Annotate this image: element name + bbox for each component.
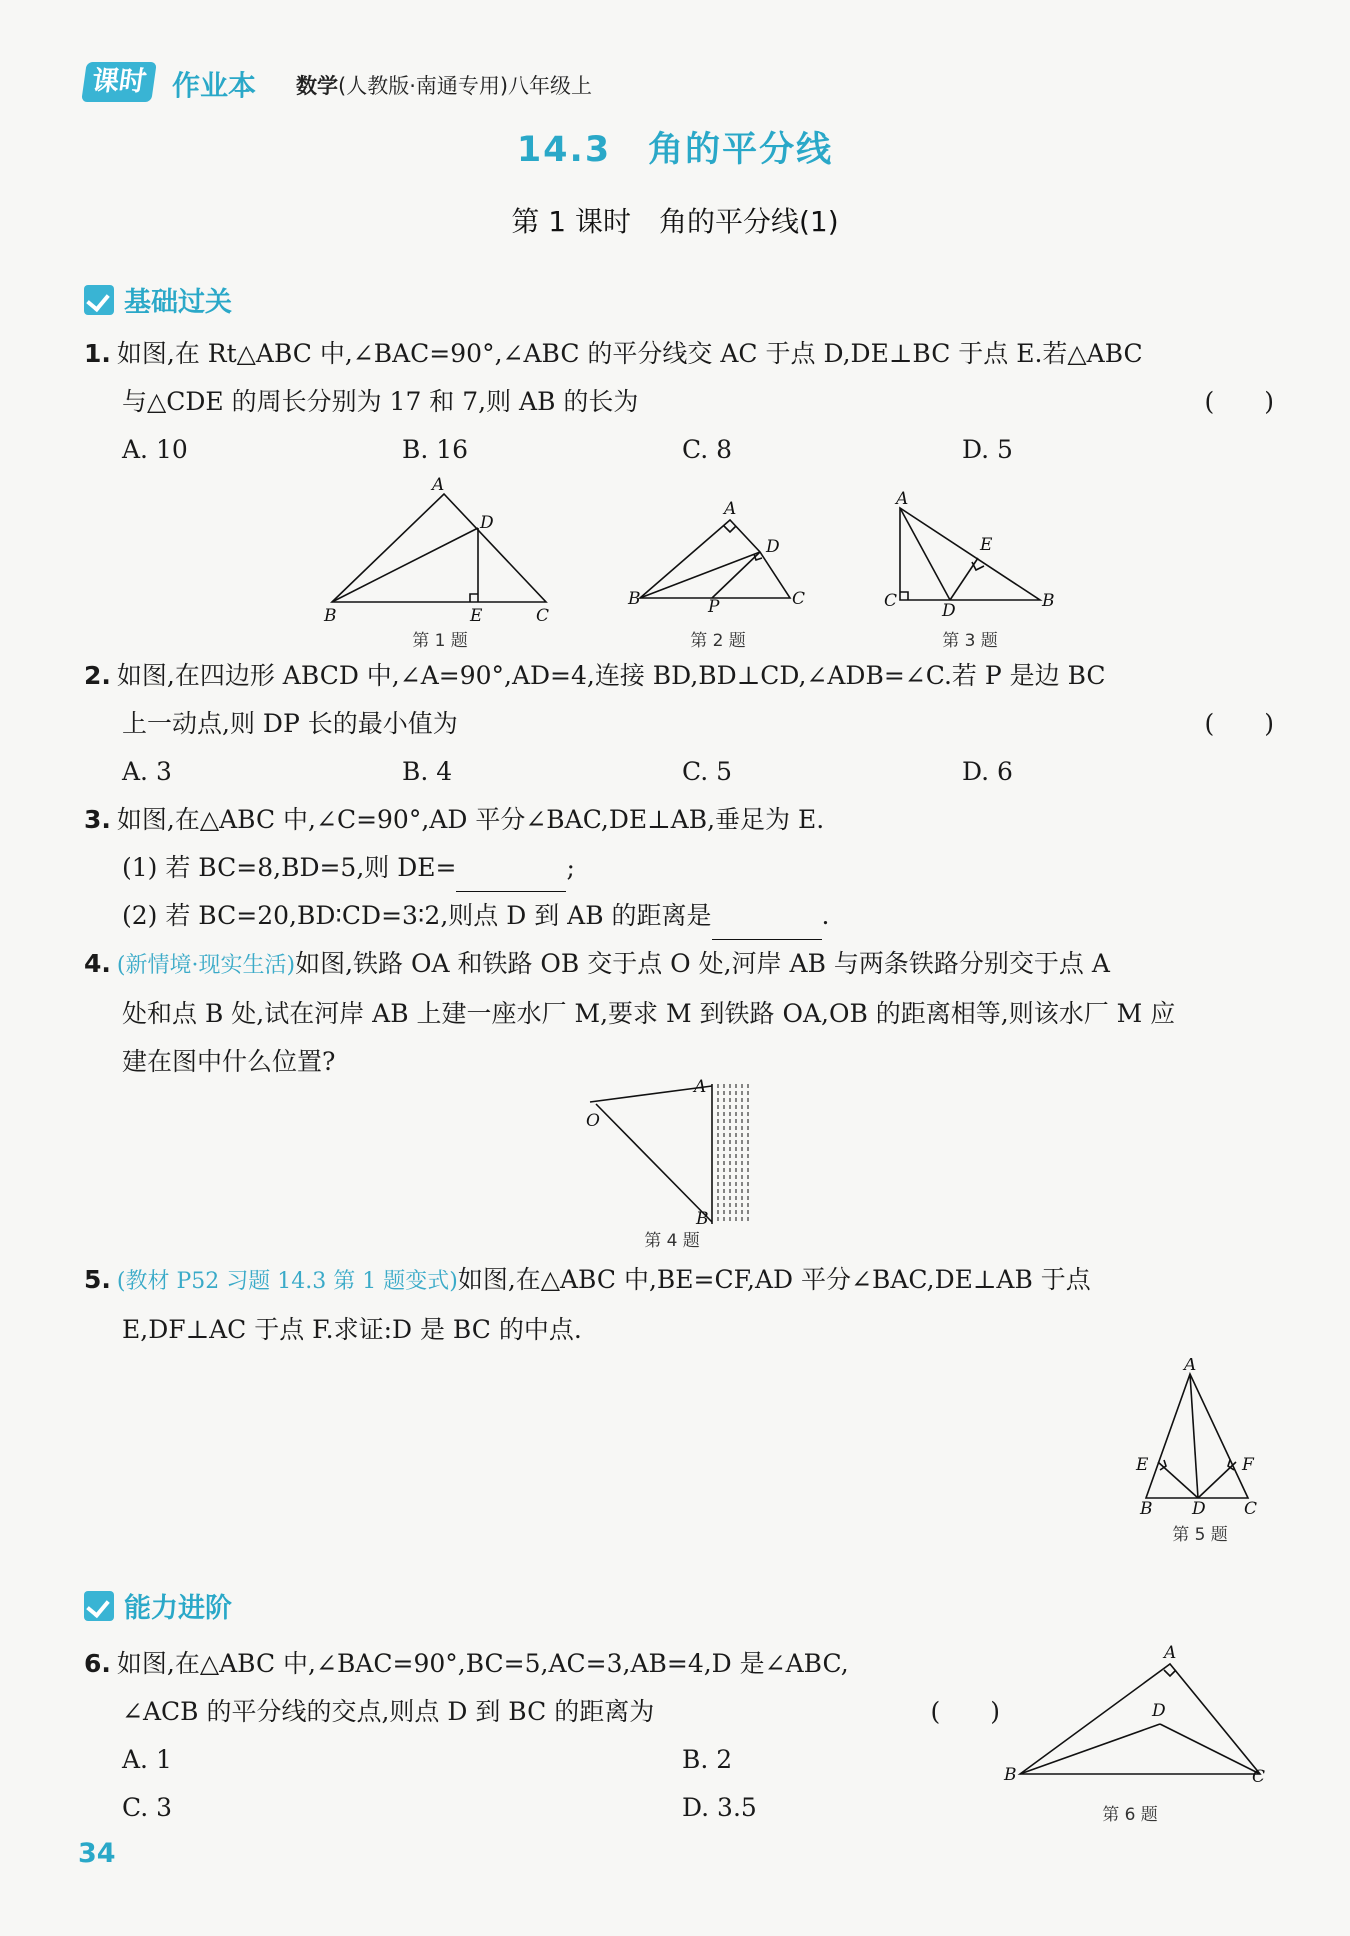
svg-text:D: D: [1192, 1499, 1206, 1518]
svg-text:C: C: [884, 591, 898, 611]
option-d: D. 3.5: [682, 1793, 757, 1822]
punctuation: ;: [566, 853, 575, 882]
svg-text:B: B: [628, 589, 641, 609]
answer-paren: ( ): [930, 1697, 1000, 1726]
figure-1: [320, 476, 560, 636]
svg-text:P: P: [708, 597, 720, 617]
question-text: ∠ACB 的平分线的交点,则点 D 到 BC 的距离为: [122, 1697, 655, 1726]
subject: 数学: [296, 74, 338, 98]
section-badge-basic: [84, 280, 232, 319]
question-1: [84, 330, 1274, 474]
figure-6-caption: 第 6 题: [1102, 1805, 1158, 1825]
section-badge-label: 能力进阶: [124, 1593, 232, 1624]
svg-text:A: A: [1184, 1358, 1197, 1375]
question-text: 如图,在四边形 ABCD 中,∠A=90°,AD=4,连接 BD,BD⊥CD,∠ADB=∠C.若 P 是边 BC: [116, 661, 1106, 690]
section-badge-label: 基础过关: [124, 287, 232, 318]
svg-text:E: E: [980, 535, 993, 555]
figure-6: [1000, 1640, 1280, 1790]
svg-text:E: E: [470, 606, 483, 626]
book-info: [296, 70, 592, 100]
svg-text:C: C: [1244, 1499, 1258, 1518]
svg-text:A: A: [724, 499, 737, 519]
option-c: C. 5: [682, 757, 733, 786]
figure-2: [620, 496, 810, 626]
svg-text:D: D: [766, 537, 780, 557]
question-text: 与△CDE 的周长分别为 17 和 7,则 AB 的长为: [122, 387, 639, 416]
svg-text:C: C: [1252, 1767, 1266, 1787]
question-3: [84, 796, 1274, 940]
figure-3: [880, 490, 1060, 620]
svg-text:A: A: [896, 490, 909, 509]
svg-text:B: B: [324, 606, 337, 626]
option-b: B. 2: [682, 1745, 733, 1774]
question-text: 处和点 B 处,试在河岸 AB 上建一座水厂 M,要求 M 到铁路 OA,OB 的距离相等,则该水厂 M 应: [122, 999, 1176, 1028]
question-5: [84, 1256, 1274, 1354]
question-text: 如图,在 Rt△ABC 中,∠BAC=90°,∠ABC 的平分线交 AC 于点 D,DE⊥BC 于点 E.若△ABC: [116, 339, 1143, 368]
subquestion-2: (2) 若 BC=20,BD∶CD=3∶2,则点 D 到 AB 的距离是: [122, 901, 712, 930]
figure-4: [584, 1078, 764, 1228]
option-c: C. 3: [122, 1793, 173, 1822]
option-c: C. 8: [682, 435, 733, 464]
question-number: 6.: [84, 1649, 111, 1678]
svg-text:D: D: [942, 601, 956, 620]
svg-text:D: D: [480, 513, 494, 533]
answer-paren: ( ): [1204, 709, 1274, 738]
edition: (人教版·南通专用)八年级上: [338, 74, 593, 98]
svg-text:C: C: [792, 589, 806, 609]
option-b: B. 16: [402, 435, 469, 464]
lesson-subtitle: 第 1 课时 角的平分线(1): [511, 205, 839, 238]
page-number: 34: [78, 1838, 116, 1869]
svg-text:A: A: [432, 476, 445, 495]
pencil-icon: [84, 1591, 114, 1621]
figure-5: [1130, 1358, 1270, 1518]
checkbox-icon: [84, 285, 114, 315]
question-tag: (新情境·现实生活): [116, 953, 296, 978]
figure-3-caption: 第 3 题: [942, 631, 998, 651]
svg-text:D: D: [1152, 1701, 1166, 1721]
figure-4-caption: 第 4 题: [644, 1231, 700, 1251]
svg-text:C: C: [536, 606, 550, 626]
option-a: A. 3: [122, 757, 172, 786]
question-number: 2.: [84, 661, 111, 690]
question-text: 上一动点,则 DP 长的最小值为: [122, 709, 458, 738]
option-a: A. 1: [122, 1745, 172, 1774]
question-text: 如图,在△ABC 中,∠C=90°,AD 平分∠BAC,DE⊥AB,垂足为 E.: [116, 805, 825, 834]
svg-text:O: O: [586, 1111, 600, 1131]
answer-blank[interactable]: [712, 913, 822, 940]
subquestion-1: (1) 若 BC=8,BD=5,则 DE=: [122, 853, 457, 882]
question-6: [84, 1640, 1000, 1832]
question-number: 1.: [84, 339, 111, 368]
punctuation: .: [821, 901, 830, 930]
figure-5-caption: 第 5 题: [1172, 1525, 1228, 1545]
question-4: [84, 940, 1274, 1086]
answer-paren: ( ): [1204, 387, 1274, 416]
figure-1-caption: 第 1 题: [412, 631, 468, 651]
svg-text:B: B: [1042, 591, 1055, 611]
question-text: 建在图中什么位置?: [122, 1047, 336, 1076]
svg-text:B: B: [696, 1209, 709, 1228]
brand-logo: 课时: [81, 62, 157, 102]
question-text: E,DF⊥AC 于点 F.求证:D 是 BC 的中点.: [122, 1315, 582, 1344]
brand-name: 作业本: [172, 69, 257, 102]
svg-text:A: A: [694, 1078, 707, 1097]
question-tag: (教材 P52 习题 14.3 第 1 题变式): [116, 1269, 458, 1294]
svg-text:B: B: [1004, 1765, 1017, 1785]
svg-text:F: F: [1242, 1455, 1254, 1475]
option-b: B. 4: [402, 757, 453, 786]
option-a: A. 10: [122, 435, 188, 464]
section-title: 14.3 角的平分线: [516, 130, 834, 170]
svg-text:E: E: [1136, 1455, 1149, 1475]
option-d: D. 6: [962, 757, 1013, 786]
section-badge-advanced: [84, 1586, 232, 1625]
svg-text:B: B: [1140, 1499, 1153, 1518]
question-number: 4.: [84, 949, 111, 978]
question-text: 如图,铁路 OA 和铁路 OB 交于点 O 处,河岸 AB 与两条铁路分别交于点 A: [295, 949, 1110, 978]
question-text: 如图,在△ABC 中,∠BAC=90°,BC=5,AC=3,AB=4,D 是∠ABC,: [116, 1649, 849, 1678]
question-2: [84, 652, 1274, 796]
question-number: 5.: [84, 1265, 111, 1294]
svg-text:A: A: [1164, 1643, 1177, 1663]
answer-blank[interactable]: [456, 865, 566, 892]
question-number: 3.: [84, 805, 111, 834]
figure-2-caption: 第 2 题: [690, 631, 746, 651]
option-d: D. 5: [962, 435, 1013, 464]
question-text: 如图,在△ABC 中,BE=CF,AD 平分∠BAC,DE⊥AB 于点: [457, 1265, 1091, 1294]
